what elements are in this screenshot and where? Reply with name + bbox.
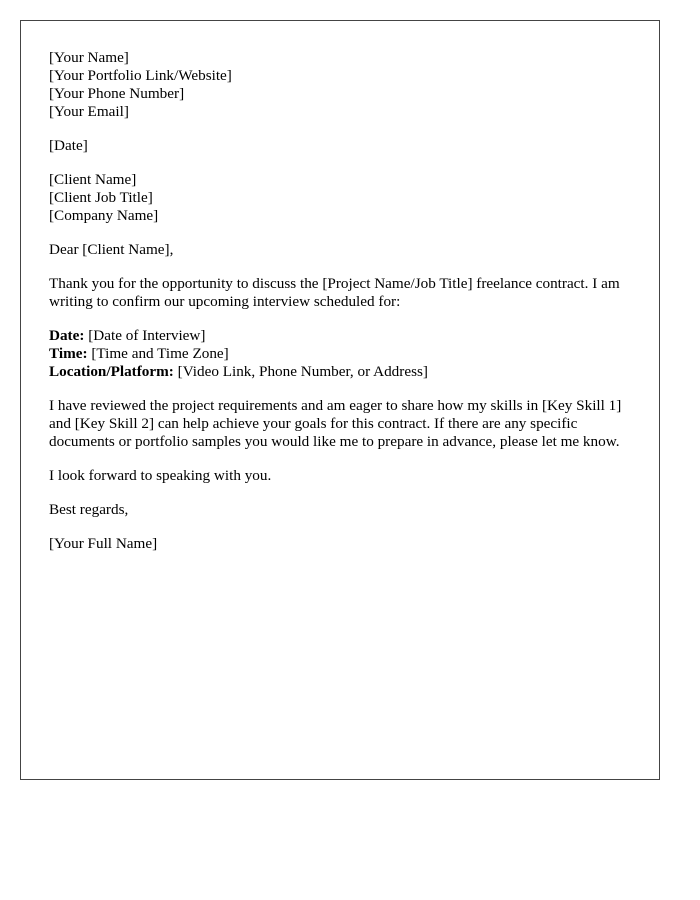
detail-date-value: [Date of Interview]: [84, 327, 206, 344]
detail-time-value: [Time and Time Zone]: [87, 345, 229, 362]
closing-sentence: I look forward to speaking with you.: [49, 467, 272, 484]
letter-page: [20, 20, 660, 780]
signature: [Your Full Name]: [49, 535, 158, 552]
date-block: [49, 137, 631, 155]
letter-date: [Date]: [49, 137, 88, 154]
sender-name: [Your Name]: [49, 49, 129, 66]
detail-time: [49, 345, 631, 363]
recipient-job-title: [Client Job Title]: [49, 189, 153, 206]
salutation: Dear [Client Name],: [49, 241, 174, 258]
sender-phone: [Your Phone Number]: [49, 85, 185, 102]
intro-paragraph: Thank you for the opportunity to discuss the [Project Name/Job Title] freelance contract. I am writing to confirm our upcoming interview scheduled for:: [49, 275, 620, 310]
detail-date-label: Date:: [49, 327, 85, 344]
recipient-company: [Company Name]: [49, 207, 159, 224]
detail-location-value: [Video Link, Phone Number, or Address]: [173, 363, 428, 380]
detail-time-label: Time:: [49, 345, 88, 362]
sender-email: [Your Email]: [49, 103, 129, 120]
detail-location-label: Location/Platform:: [49, 363, 174, 380]
detail-date: [49, 327, 631, 345]
detail-location: [49, 363, 631, 381]
sender-portfolio: [Your Portfolio Link/Website]: [49, 67, 232, 84]
interview-details: [49, 327, 631, 381]
sender-block: [49, 49, 631, 121]
skills-paragraph: I have reviewed the project requirements and am eager to share how my skills in [Key Skill 1] and [Key Skill 2] can help achieve your goals for this contract. If there are any specific documents or portfolio samples you would like me to prepare in advance, please let me know.: [49, 397, 622, 450]
recipient-block: [49, 171, 631, 225]
recipient-name: [Client Name]: [49, 171, 137, 188]
closing: Best regards,: [49, 501, 129, 518]
